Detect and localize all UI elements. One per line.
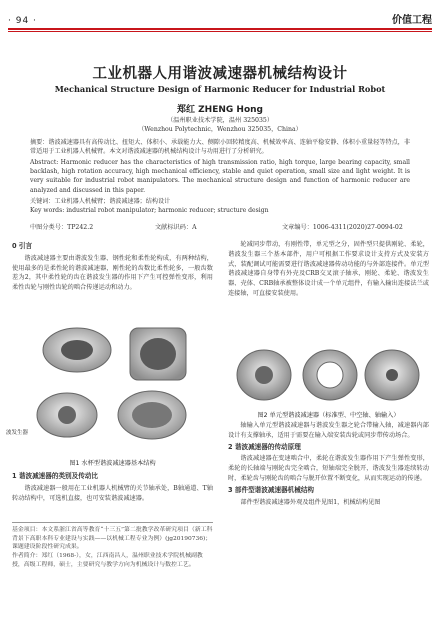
left-column [12, 240, 213, 293]
page-number: · 94 · [8, 16, 37, 26]
section-heading: 1 谐波减速器的类别及传动比 [12, 472, 99, 480]
figure-2-drawing [232, 345, 427, 405]
author: 郑红 ZHENG Hong [177, 105, 263, 115]
abstract-en: Abstract: Harmonic reducer has the characteristics of high transmission ratio, high torque, large bearing capacity, small backlash, high rotation accuracy, high mechanical efficiency, stable and quiet operation, small size and light weight. It is very suitable for industrial robot manipulators. The mechanical structure design and function of harmonic reducer are analyzed and discussed in this paper. [30, 159, 410, 194]
paragraph: 谐波减速器一般用在工业机器人机械臂的关节轴承处，B轴通道、T轴转动结构中，可选机直接，也可安装谐波减速器。 [12, 484, 213, 502]
section-heading: 2 谐波减速器的传动原理 [228, 442, 301, 451]
right-column [228, 240, 429, 299]
document-code: 文献标识码：A [155, 224, 197, 231]
figure-2-caption: 图2 单元型谐波减速器（标准型、中空轴、轴输入） [257, 412, 400, 419]
article-number: 文章编号：1006-4311(2020)27-0094-02 [282, 224, 403, 231]
footnote [12, 522, 213, 570]
abstract-zh: 摘要：谐波减速器具有高传动比、扭矩大、体积小、承载能力大、侧隙小回转精度高、机械效率高、连轴平稳安静、体积小重量轻等特点，非常适用于工业机器人机械臂。本文对谐波减速器的机械结构设计与功用进行了分析研究。 [30, 139, 410, 156]
fund-note: 基金项目：本文系浙江省高等教育“十三五”第二批教学改革研究项目（新工科背景下高职本科专业建设与实践——以机械工程专业为例）(jg20190736)；课题建设阶段性研究成果。 [12, 527, 213, 551]
figure-1-drawing [22, 320, 207, 455]
section-heading: 0 引言 [12, 242, 33, 250]
clc-number: 中图分类号：TP242.2 [30, 224, 94, 231]
header-rule-thin [8, 31, 432, 32]
page-header [8, 6, 432, 26]
paragraph: 轴输入单元型谐波减速器与谐波发生器之轮合带输入轴，减速器内部设计有支撑轴承，适用于需要在输入端安装齿轮或同步带传动场合。 [228, 422, 429, 439]
left-column-lower [12, 470, 213, 503]
right-column-lower [228, 421, 429, 507]
affiliation-zh: （温州职业技术学院，温州 325035） [166, 117, 274, 124]
paragraph: 谐波减速器在变速啮合中，柔轮在谐波发生器作用下产生弹性变形，柔轮的长轴端与刚轮齿完全啮合，短轴端完全脱开，谐波发生器连续转动时，柔轮齿与刚轮齿的啮合与脱开位置不断变化，从而实现运动的传递。 [228, 455, 429, 482]
paragraph: 谐波减速器主要由谐波发生器、钢性轮和柔性轮构成，有两种结构，使用最多的是柔性轮的谐波减速器，刚性轮的齿数比柔性轮多，一般齿数差为2，其中柔性轮的齿在谐波发生器的作用下产生可控弹性变形，利用柔性齿轮与刚性齿轮的啮合传递运动和动力。 [12, 254, 213, 292]
header-rule [8, 28, 432, 30]
affiliation-en: （Wenzhou Polytechnic，Wenzhou 325035，China） [138, 126, 302, 133]
keywords-en: Key words: industrial robot manipulator; harmonic reducer; structure design [30, 207, 269, 214]
paragraph: 轮减同步带动，有刚性带，单元型之分，固件型只提供刚轮、柔轮，谐波发生器三个基本部件，用户可根据工作要求设计支持方式及安装方式，装配调试可能需要进行谐波减速器传动功能的与外部连接件。单元型谐波减速器自身带有外壳及CRB交叉滚子轴承，刚轮、柔轮、谐波发生器、壳体、CRB轴承被整体设计成一个单元组件，有输入输出连接法兰或连接轴，可直接安装使用。 [228, 241, 429, 297]
title-zh: 工业机器人用谐波减速器机械结构设计 [92, 66, 348, 82]
journal-name: 价值工程 [392, 15, 432, 26]
figure-1-caption: 图1 水杯型谐波减速器基本结构 [69, 460, 156, 467]
keywords-zh: 关键词：工业机器人机械臂；谐波减速器；结构设计 [30, 198, 171, 205]
author-bio: 作者简介：郑红（1968-），女，江西南昌人，温州职业技术学院机械副教授，高级工程师，硕士，主要研究与教学方向为机械设计与数控工艺。 [12, 553, 203, 568]
section-heading: 3 部件型谐波减速器机械结构 [228, 485, 315, 494]
figure-1-label: 波发生器 [6, 430, 29, 436]
paragraph: 部件型谐波减速器外观及组件见图1，机械结构见图 [240, 498, 381, 506]
title-en: Mechanical Structure Design of Harmonic Reducer for Industrial Robot [54, 84, 386, 94]
